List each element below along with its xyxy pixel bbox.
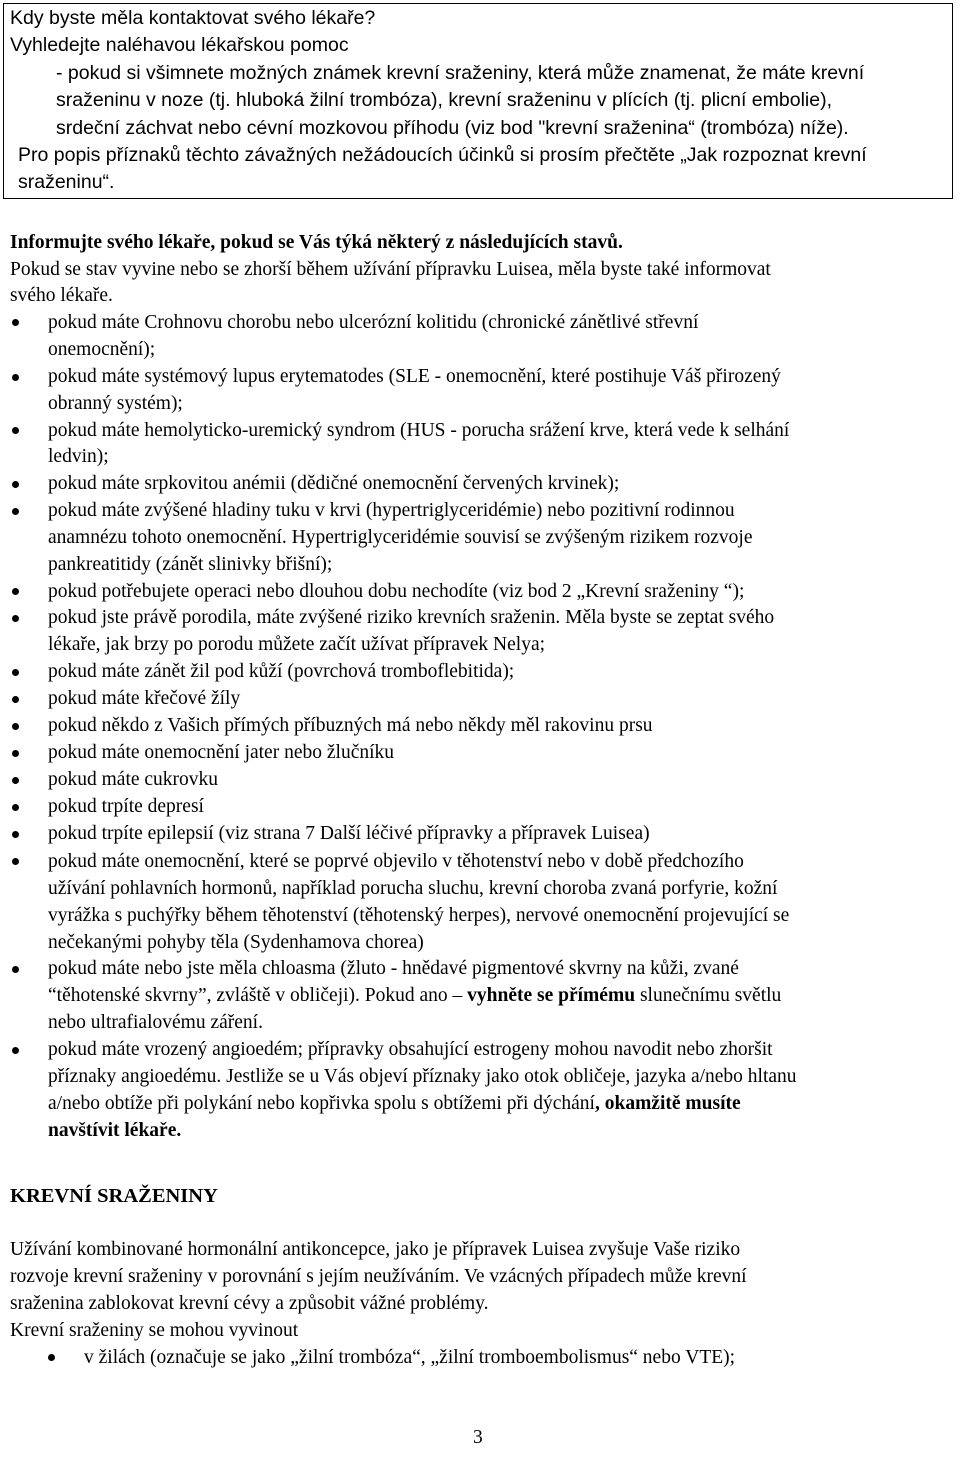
list-item: obranný systém); xyxy=(48,393,183,414)
bullet-icon xyxy=(12,966,19,973)
list-item: pokud potřebujete operaci nebo dlouhou dobu nechodíte (viz bod 2 „Krevní sraženiny “); xyxy=(48,581,745,602)
list-item: užívání pohlavních hormonů, například porucha sluchu, krevní choroba zvaná porfyrie, kožní xyxy=(48,878,778,899)
list-item-text: a/nebo obtíže při polykání nebo kopřivka spolu s obtížemi při dýchání xyxy=(48,1093,595,1114)
bullet-icon xyxy=(12,1047,19,1054)
bullet-icon xyxy=(48,1354,55,1361)
list-item: nebo ultrafialovému záření. xyxy=(48,1012,263,1033)
list-item: pokud máte vrozený angioedém; přípravky obsahující estrogeny mohou navodit nebo zhoršit xyxy=(48,1039,773,1060)
bullet-icon xyxy=(12,723,19,730)
box-subtitle: Vyhledejte naléhavou lékařskou pomoc xyxy=(10,34,349,56)
list-item: v žilách (označuje se jako „žilní trombóza“, „žilní tromboembolismus“ nebo VTE); xyxy=(84,1347,736,1368)
list-item xyxy=(48,1091,741,1117)
clots-paragraph: sraženina zablokovat krevní cévy a způsobit vážné problémy. xyxy=(10,1293,489,1314)
list-item xyxy=(48,983,781,1009)
list-item-emphasis: , okamžitě musíte xyxy=(594,1093,741,1114)
box-line: sraženinu v noze (tj. hluboká žilní trombóza), krevní sraženinu v plících (tj. plicní embolie), xyxy=(56,89,833,111)
clots-paragraph: rozvoje krevní sraženiny v porovnání s jejím neužíváním. Ve vzácných případech může krevní xyxy=(10,1266,747,1287)
page-number: 3 xyxy=(473,1427,483,1448)
list-item: pokud máte křečové žíly xyxy=(48,688,241,709)
box-line: - pokud si všimnete možných známek krevní sraženiny, která může znamenat, že máte krevní xyxy=(56,62,865,84)
list-item: pokud máte srpkovitou anémii (dědičné onemocnění červených krvinek); xyxy=(48,473,620,494)
bullet-icon xyxy=(12,615,19,622)
list-item: onemocnění); xyxy=(48,339,156,360)
list-item: pokud trpíte depresí xyxy=(48,796,204,817)
list-item: příznaky angioedému. Jestliže se u Vás objeví příznaky jako otok obličeje, jazyka a/nebo hltanu xyxy=(48,1066,797,1087)
bullet-icon xyxy=(12,374,19,381)
list-item: pokud máte zánět žil pod kůží (povrchová tromboflebitida); xyxy=(48,661,515,682)
box-line: srdeční záchvat nebo cévní mozkovou příhodu (viz bod "krevní sraženina“ (trombóza) níže). xyxy=(56,117,849,139)
list-item: anamnézu tohoto onemocnění. Hypertriglyceridémie souvisí se zvýšeným rizikem rozvoje xyxy=(48,527,753,548)
bullet-icon xyxy=(12,669,19,676)
bullet-icon xyxy=(12,319,19,326)
list-item: pokud máte onemocnění jater nebo žlučníku xyxy=(48,742,395,763)
list-item-text: “těhotenské skvrny”, zvláště v obličeji). Pokud ano – xyxy=(48,985,468,1006)
list-item: nečekanými pohyby těla (Sydenhamova chorea) xyxy=(48,932,424,953)
list-item: ledvin); xyxy=(48,446,109,467)
list-item: pokud někdo z Vašich přímých příbuzných má nebo někdy měl rakovinu prsu xyxy=(48,715,653,736)
box-line: sraženinu“. xyxy=(18,171,115,193)
bullet-icon xyxy=(12,804,19,811)
list-item: pokud jste právě porodila, máte zvýšené riziko krevních sraženin. Měla byste se zeptat svého xyxy=(48,607,775,628)
bullet-icon xyxy=(12,481,19,488)
list-item: pokud máte nebo jste měla chloasma (žluto - hnědavé pigmentové skvrny na kůži, zvané xyxy=(48,958,739,979)
bullet-icon xyxy=(12,696,19,703)
clots-paragraph: Užívání kombinované hormonální antikoncepce, jako je přípravek Luisea zvyšuje Vaše riziko xyxy=(10,1239,741,1260)
list-item: pokud máte systémový lupus erytematodes (SLE - onemocnění, které postihuje Váš přirozený xyxy=(48,366,781,387)
box-title: Kdy byste měla kontaktovat svého lékaře? xyxy=(10,7,376,29)
list-item-emphasis: vyhněte se přímému xyxy=(467,985,636,1006)
bullet-icon xyxy=(12,750,19,757)
list-item: pokud máte Crohnovu chorobu nebo ulcerózní kolitidu (chronické zánětlivé střevní xyxy=(48,312,699,333)
list-item: pankreatitidy (zánět slinivky břišní); xyxy=(48,554,333,575)
bullet-icon xyxy=(12,588,19,595)
inform-paragraph: svého lékaře. xyxy=(10,285,113,306)
clots-paragraph: Krevní sraženiny se mohou vyvinout xyxy=(10,1320,299,1341)
bullet-icon xyxy=(12,427,19,434)
list-item: pokud máte hemolyticko-uremický syndrom (HUS - porucha srážení krve, která vede k selhání xyxy=(48,420,790,441)
list-item: pokud máte zvýšené hladiny tuku v krvi (hypertriglyceridémie) nebo pozitivní rodinnou xyxy=(48,500,735,521)
list-item-emphasis: navštívit lékaře. xyxy=(48,1120,182,1141)
inform-heading: Informujte svého lékaře, pokud se Vás týká některý z následujících stavů. xyxy=(10,232,623,253)
list-item: pokud máte cukrovku xyxy=(48,769,219,790)
bullet-icon xyxy=(12,858,19,865)
list-item: pokud trpíte epilepsií (viz strana 7 Další léčivé přípravky a přípravek Luisea) xyxy=(48,823,650,844)
bullet-icon xyxy=(12,777,19,784)
list-item-text: slunečnímu světlu xyxy=(635,985,782,1006)
bullet-icon xyxy=(12,831,19,838)
section-heading: KREVNÍ SRAŽENINY xyxy=(10,1185,218,1207)
inform-paragraph: Pokud se stav vyvine nebo se zhorší během užívání přípravku Luisea, měla byste také informovat xyxy=(10,259,771,280)
list-item: pokud máte onemocnění, které se poprvé objevilo v těhotenství nebo v době předchozího xyxy=(48,851,744,872)
list-item: vyrážka s puchýřky během těhotenství (těhotenský herpes), nervové onemocnění projevující se xyxy=(48,905,790,926)
list-item: lékaře, jak brzy po porodu můžete začít užívat přípravek Nelya; xyxy=(48,634,546,655)
bullet-icon xyxy=(12,508,19,515)
box-line: Pro popis příznaků těchto závažných nežádoucích účinků si prosím přečtěte „Jak rozpoznat krevní xyxy=(18,144,867,166)
